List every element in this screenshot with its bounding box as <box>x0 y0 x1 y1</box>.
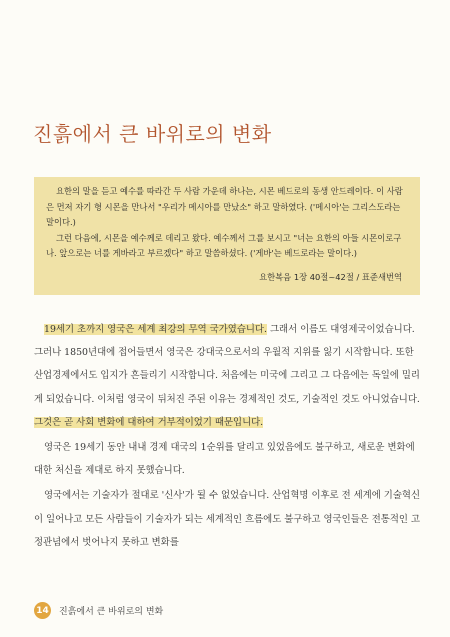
body-paragraph-3: 영국에서는 기술자가 절대로 '신사'가 될 수 없었습니다. 산업혁명 이후로 전 세계에 기술혁신이 일어나고 모든 사람들이 기술자가 되는 세계적인 흐름에도 불구하고 영국인들은 전통적인 고정관념에서 벗어나지 못하고 변화를 <box>34 490 420 548</box>
highlight-sentence-2: 그것은 곧 사회 변화에 대하여 거부적이었기 때문입니다. <box>34 416 264 428</box>
highlight-sentence-1: 19세기 초까지 영국은 세계 최강의 무역 국가였습니다. <box>44 324 267 335</box>
running-title: 진흙에서 큰 바위로의 변화 <box>59 607 164 617</box>
body-paragraph-2: 영국은 19세기 동안 내내 경제 대국의 1순위를 달리고 있었음에도 불구하고, 새로운 변화에 대한 처신을 제대로 하지 못했습니다. <box>34 442 415 477</box>
quote-paragraph-1: 요한의 말을 듣고 예수를 따라간 두 사람 가운데 하나는, 시몬 베드로의 동생 안드레이다. 이 사람은 먼저 자기 형 시몬을 만나서 "우리가 메시아를 만났소" 하고 말하였다. ('메시아'는 그리스도라는 말이다.) <box>46 186 403 228</box>
chapter-title: 진흙에서 큰 바위로의 변화 <box>33 122 272 146</box>
page-number-badge: 14 <box>34 602 51 619</box>
quote-paragraph-2: 그런 다음에, 시몬을 예수께로 데리고 왔다. 예수께서 그를 보시고 "너는 요한의 아들 시몬이로구나. 앞으로는 너를 게바라고 부르겠다" 하고 말씀하셨다. ('게바'는 베드로라는 말이다.) <box>46 232 402 259</box>
quote-source: 요한복음 1장 40절~42절 / 표준새번역 <box>259 272 402 283</box>
page-footer <box>34 602 163 619</box>
scripture-quote-box <box>34 177 420 295</box>
body-paragraph-1 <box>34 318 420 434</box>
body-paragraph-1-text: 그래서 이름도 대영제국이었습니다. 그러나 1850년대에 접어들면서 영국은 강대국으로서의 우월적 지위를 잃기 시작합니다. 또한 산업경제에서도 입지가 흔들리기 시작합니다. 처음에는 미국에 그리고 그 다음에는 독일에 밀리게 되었습니다. 이처럼 영국이 뒤처진 주된 이유는 경제적인 것도, 기술적인 것도 아니었습니다. <box>34 324 420 405</box>
body-text <box>34 318 420 556</box>
